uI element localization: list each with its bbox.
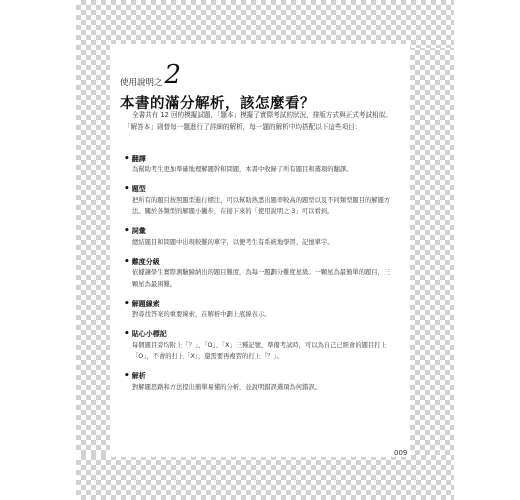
section-list <box>124 153 396 401</box>
section-title: 詞彙 <box>131 227 146 235</box>
section-marks <box>124 329 396 363</box>
section-body: 把所有的題目按照題型進行標注，可以幫助熟悉出題率較高的題型以及不同類型題目的解題方法。關於各類型的解題小撇步，在接下來的「使用說明之 3」可以看到。 <box>132 196 391 215</box>
bullet-icon: • <box>124 329 130 339</box>
section-body: 依據讓學生實際測驗歸納出的題目難度，為每一題劃分難度星級。一顆星為最簡單的題目，三顆星為最困難。 <box>132 269 391 288</box>
section-body: 對解題思路和方法提出簡單易懂的分析，並說明錯誤選項為何錯誤。 <box>132 383 321 391</box>
section-body: 每個題目旁均附上「？」、「O」、「X」三種記號，準備考試時，可以為自己已經會的題目打上「O」，不會的打上「X」，還需要再複習的打上「？」。 <box>132 341 387 360</box>
bullet-icon: • <box>124 153 130 164</box>
intro-paragraph: 全書共有 12 回的模擬試題，「題本」模擬了實際考試的狀況，排版方式與正式考試相似。「解答本」則替每一題進行了詳細的解析，每一題的解析中均搭配以下這些項目： <box>124 111 392 131</box>
bullet-icon: • <box>124 256 130 267</box>
bullet-icon: • <box>124 226 130 236</box>
section-vocabulary <box>124 226 396 249</box>
section-title: 翻譯 <box>131 154 146 163</box>
page-header <box>120 60 410 113</box>
section-body: 總結題目和問題中出現較難的單字，以便考生有系統地學習、記憶單字。 <box>132 238 334 246</box>
bullet-icon: • <box>124 371 130 381</box>
section-title: 題型 <box>131 185 146 193</box>
section-clues <box>124 298 396 321</box>
page-number: 009 <box>394 449 408 457</box>
page-title: 本書的滿分解析，該怎麼看？ <box>120 95 315 112</box>
decorative-pattern-top <box>76 0 454 48</box>
bullet-icon: • <box>124 184 130 194</box>
section-translation <box>124 153 396 176</box>
section-title: 難度分級 <box>131 257 160 266</box>
page-subtitle: 使用說明之 <box>120 78 163 88</box>
subtitle-row <box>120 60 410 88</box>
section-title: 解析 <box>131 372 146 380</box>
section-body: 為幫助考生更加準確地理解題幹和問題，本書中收錄了所有題目和選項的翻譯。 <box>132 166 353 173</box>
bullet-icon: • <box>124 298 130 309</box>
section-question-type <box>124 184 396 218</box>
section-title: 解題線索 <box>131 299 160 308</box>
decorative-pattern-bottom <box>76 455 454 500</box>
section-analysis <box>124 371 396 394</box>
section-number: 2 <box>164 60 182 90</box>
section-body: 對尋找答案的重要線索，在解析中劃上底線表示。 <box>132 311 271 318</box>
decorative-pattern-right <box>410 0 454 500</box>
section-title: 貼心小標記 <box>131 330 167 338</box>
section-difficulty <box>124 256 396 290</box>
